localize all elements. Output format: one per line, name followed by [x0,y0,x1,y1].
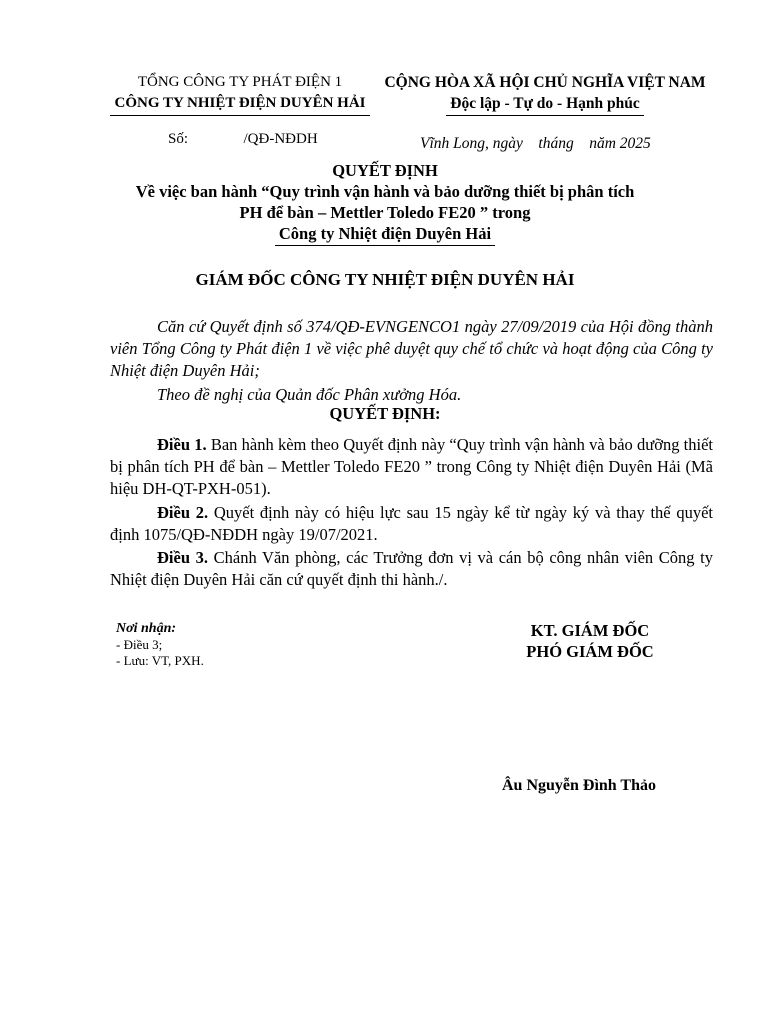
number-code: /QĐ-NĐDH [243,131,318,147]
signer-name: Âu Nguyễn Đình Thảo [502,777,656,794]
decision-title: QUYẾT ĐỊNH [332,161,438,180]
article-1 [110,434,713,500]
article-text: Ban hành kèm theo Quyết định này “Quy trình vận hành và bảo dưỡng thiết bị phân tích PH để bàn – Mettler Toledo FE20 ” trong Công ty Nhiệt điện Duyên Hải (Mã hiệu DH-QT-PXH-051). [110,435,713,498]
article-label: Điều 3. [157,548,208,567]
signature-block [460,620,720,662]
article-text: Quyết định này có hiệu lực sau 15 ngày kể từ ngày ký và thay thế quyết định 1075/QĐ-NĐDH ngày 19/07/2021. [110,503,714,544]
signature-authority: KT. GIÁM ĐỐC [530,621,650,640]
country-name: CỘNG HÒA XÃ HỘI CHỦ NGHĨA VIỆT NAM [384,74,706,91]
decision-subject-line3: Công ty Nhiệt điện Duyên Hải [100,223,670,246]
motto: Độc lập - Tự do - Hạnh phúc [380,93,710,116]
parent-company-name: TỔNG CÔNG TY PHÁT ĐIỆN 1 [137,74,343,90]
signature-position: PHÓ GIÁM ĐỐC [526,642,654,661]
article-2 [110,502,713,546]
article-text: Chánh Văn phòng, các Trưởng đơn vị và cán bộ công nhân viên Công ty Nhiệt điện Duyên Hải căn cứ quyết định thi hành./. [110,548,713,589]
recipient-item: - Lưu: VT, PXH. [116,653,204,668]
decision-label: QUYẾT ĐỊNH: [329,404,441,423]
recipients-block [116,621,204,669]
number-label: Số: [168,131,189,147]
article-label: Điều 2. [157,503,209,522]
legal-basis: Căn cứ Quyết định số 374/QĐ-EVNGENCO1 ngày 27/09/2019 của Hội đồng thành viên Tổng Công ty Phát điện 1 về việc phê duyệt quy chế tổ chức và hoạt động của Công ty Nhiệt điện Duyên Hải; [110,317,713,380]
article-3 [110,547,713,591]
decision-subject-line2: PH để bàn – Mettler Toledo FE20 ” trong [239,203,531,222]
national-motto [380,72,710,116]
director-title: GIÁM ĐỐC CÔNG TY NHIỆT ĐIỆN DUYÊN HẢI [195,270,575,289]
proposal-basis: Theo đề nghị của Quản đốc Phân xưởng Hóa. [157,385,462,404]
place-date: Vĩnh Long, ngày tháng năm 2025 [420,135,651,152]
company-name: CÔNG TY NHIỆT ĐIỆN DUYÊN HẢI [90,93,390,116]
article-label: Điều 1. [157,435,207,454]
decision-subject-line1: Về việc ban hành “Quy trình vận hành và bảo dưỡng thiết bị phân tích [135,182,635,201]
recipient-item: - Điều 3; [116,637,163,652]
issuing-organization [90,72,390,116]
recipients-label: Nơi nhận: [116,621,177,636]
document-number [168,131,318,148]
decision-title-block [100,160,670,246]
